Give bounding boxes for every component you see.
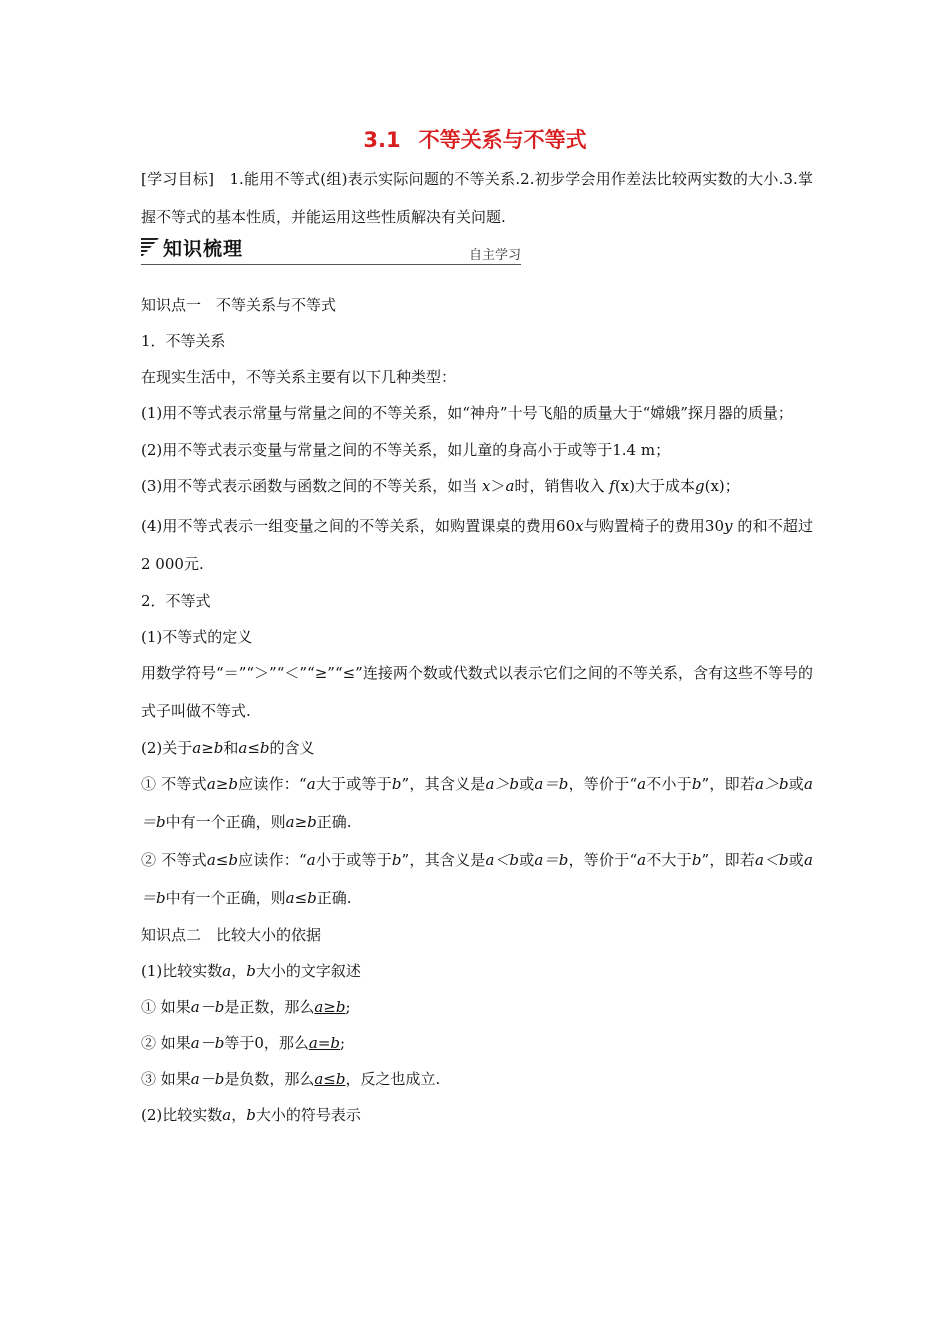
c2-a: ② 不等式 (141, 851, 207, 869)
kp1-item2: (2)用不等式表示变量与常量之间的不等关系，如儿童的身高小于或等于1.4 m； (141, 441, 671, 459)
kp1-s1-intro: 在现实生活中，不等关系主要有以下几种类型： (141, 368, 457, 386)
c2-le: a≤b (206, 851, 238, 869)
item3-text-b: 时，销售收入 (514, 477, 605, 495)
kp2-h-vb: b (246, 962, 256, 980)
r1-semi: ; (345, 998, 351, 1016)
c2-e: 或 (519, 851, 535, 869)
main-content (141, 293, 813, 1139)
item4-text-c: 的和不超过2 000元. (141, 517, 813, 573)
c1-c: 大于或等于 (315, 775, 392, 793)
kp2-rule3 (141, 1067, 813, 1091)
c1-e: 或 (519, 775, 535, 793)
item4-text-a: (4)用不等式表示一组变量之间的不等关系，如购置课桌的费用60 (141, 517, 576, 535)
c2-va2: a (637, 851, 647, 869)
c2-j: 正确. (316, 889, 352, 907)
c1-gt2: a＞b (755, 775, 789, 793)
kp1-item4 (141, 507, 813, 583)
c2-e2: 或 (788, 851, 805, 869)
kp1-case1 (141, 765, 813, 841)
mh-ge: a≥b (192, 739, 224, 757)
c2-c: 小于或等于 (315, 851, 392, 869)
c2-vb2: b (691, 851, 702, 869)
item3-x: x (482, 477, 491, 495)
r1-expr: a－b (190, 998, 225, 1016)
c1-eq2: a＝b (141, 775, 813, 831)
kp2-h2-va: a (222, 1106, 232, 1124)
r2-b: 等于0，那么 (224, 1034, 309, 1052)
item3-gx: (x)； (704, 477, 740, 495)
section-number: 3.1 (363, 128, 401, 152)
section-title-text: 不等关系与不等式 (418, 128, 587, 152)
kp2-h-a: (1)比较实数 (141, 962, 223, 980)
learning-goals (141, 160, 813, 236)
kp2-h-b: ， (231, 962, 247, 980)
kp2-p1-heading (141, 959, 813, 983)
mh-le: a≤b (238, 739, 270, 757)
item3-f: f (609, 477, 615, 495)
kp1-item3 (141, 467, 813, 505)
kp1-s2-heading: 2．不等式 (141, 592, 211, 610)
item3-g: g (695, 477, 705, 495)
c1-ge2: a≥b (285, 813, 317, 831)
r2-semi: ; (340, 1034, 346, 1052)
c2-le2: a≤b (285, 889, 317, 907)
goal-label: [学习目标] (141, 170, 214, 188)
c1-i: 中有一个正确，则 (165, 813, 286, 831)
c2-eq: a＝b (534, 851, 569, 869)
kp2-rule2 (141, 1031, 813, 1055)
r3-expr: a－b (190, 1070, 225, 1088)
item3-fx: (x) (614, 477, 635, 495)
r1-ans: a≥b (314, 998, 346, 1016)
item3-gt: ＞ (490, 477, 506, 495)
r3-ans: a≤b (314, 1070, 346, 1088)
item3-a: a (505, 477, 515, 495)
item3-text-a: (3)用不等式表示函数与函数之间的不等关系，如当 (141, 477, 478, 495)
kp1-heading: 知识点一 不等关系与不等式 (141, 296, 337, 314)
c2-d: ”，其含义是 (401, 851, 486, 869)
c2-i: 中有一个正确，则 (165, 889, 286, 907)
banner-subtitle: 自主学习 (468, 248, 521, 263)
c1-g: 不小于 (646, 775, 692, 793)
banner-stripes-icon (141, 238, 159, 258)
kp2-h-c: 大小的文字叙述 (255, 962, 361, 980)
c2-g: 不大于 (646, 851, 692, 869)
c1-e2: 或 (788, 775, 805, 793)
section-banner (141, 234, 521, 265)
item3-text-c: 大于成本 (635, 477, 696, 495)
mh-a: (2)关于 (141, 739, 193, 757)
mh-b: 和 (223, 739, 239, 757)
c1-b: 应读作：“ (237, 775, 307, 793)
c1-j: 正确. (316, 813, 352, 831)
banner-title: 知识梳理 (163, 238, 244, 260)
c1-gt: a＞b (485, 775, 519, 793)
r2-expr: a－b (190, 1034, 225, 1052)
kp2-h2-vb: b (246, 1106, 256, 1124)
c1-eq: a＝b (534, 775, 569, 793)
c2-f: ，等价于“ (568, 851, 638, 869)
c2-b: 应读作：“ (237, 851, 307, 869)
c2-va: a (306, 851, 316, 869)
mh-c: 的含义 (269, 739, 315, 757)
kp2-p2-heading (141, 1103, 813, 1127)
goal-text: 1.能用不等式(组)表示实际问题的不等关系.2.初步学会用作差法比较两实数的大小.3.掌握不等式的基本性质，并能运用这些性质解决有关问题. (141, 170, 813, 226)
c2-lt: a＜b (485, 851, 519, 869)
c1-d: ”，其含义是 (401, 775, 486, 793)
c1-f: ，等价于“ (568, 775, 638, 793)
r2-a: ② 如果 (141, 1034, 191, 1052)
c1-h: ”，即若 (701, 775, 756, 793)
kp1-def-heading: (1)不等式的定义 (141, 628, 253, 646)
item4-text-b: 与购置椅子的费用30 (583, 517, 725, 535)
r3-c: ，反之也成立. (345, 1070, 441, 1088)
r3-a: ③ 如果 (141, 1070, 191, 1088)
c1-vb: b (391, 775, 402, 793)
r1-b: 是正数，那么 (224, 998, 315, 1016)
section-title (0, 124, 950, 154)
kp1-meaning-heading (141, 736, 813, 760)
item4-x: x (575, 517, 584, 535)
kp1-case2 (141, 841, 813, 917)
r3-b: 是负数，那么 (224, 1070, 315, 1088)
c2-eq2: a＝b (141, 851, 813, 907)
kp1-def-text: 用数学符号“＝”“＞”“＜”“≥”“≤”连接两个数或代数式以表示它们之间的不等关系，含有这些不等号的式子叫做不等式. (141, 664, 813, 720)
kp1-item1: (1)用不等式表示常量与常量之间的不等关系，如“神舟”十号飞船的质量大于“嫦娥”探月器的质量； (141, 404, 793, 422)
c1-va2: a (637, 775, 647, 793)
c1-vb2: b (691, 775, 702, 793)
kp1-s1-heading: 1．不等关系 (141, 332, 226, 350)
c1-va: a (306, 775, 316, 793)
kp2-heading: 知识点二 比较大小的依据 (141, 926, 322, 944)
kp2-h2-b: ， (231, 1106, 247, 1124)
r1-a: ① 如果 (141, 998, 191, 1016)
item4-y: y (724, 517, 733, 535)
c2-vb: b (391, 851, 402, 869)
kp2-h-va: a (222, 962, 232, 980)
c2-lt2: a＜b (755, 851, 789, 869)
kp2-rule1 (141, 995, 813, 1019)
kp2-h2-c: 大小的符号表示 (255, 1106, 361, 1124)
c1-ge: a≥b (206, 775, 238, 793)
kp2-h2-a: (2)比较实数 (141, 1106, 223, 1124)
c1-a: ① 不等式 (141, 775, 207, 793)
r2-ans: a=b (308, 1034, 340, 1052)
c2-h: ”，即若 (701, 851, 756, 869)
